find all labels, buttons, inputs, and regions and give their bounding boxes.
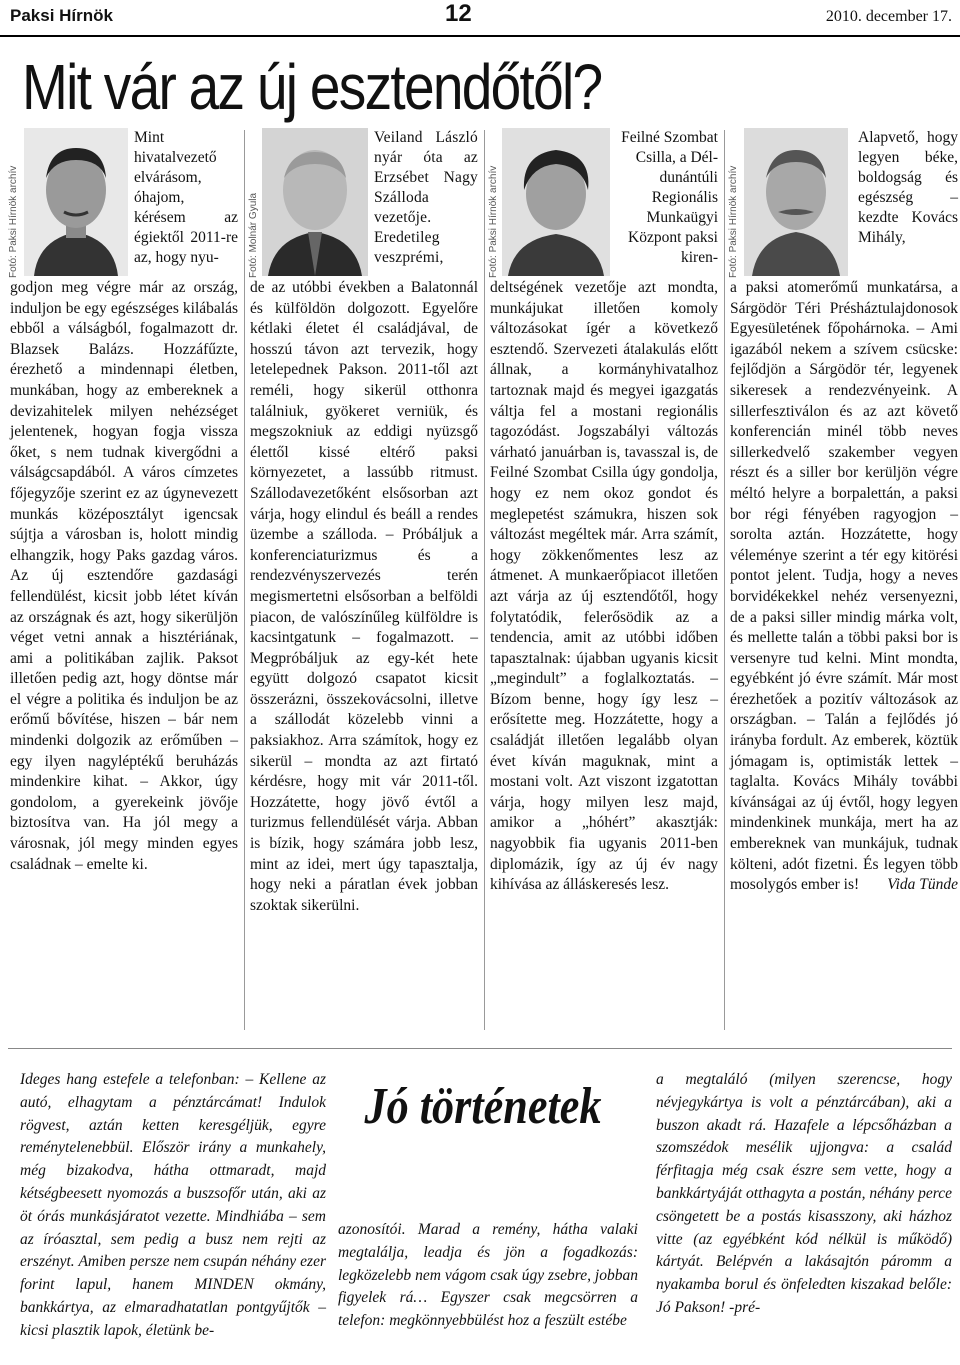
column-divider (724, 130, 725, 1030)
page-number: 12 (445, 0, 472, 27)
article-kovacs (730, 128, 958, 1028)
column-divider (484, 130, 485, 1030)
page-header (0, 0, 960, 36)
lead-text: Veiland László nyár óta az Erzsébet Nagy Szálloda vezetője. Eredetileg veszprémi, (374, 129, 478, 266)
issue-date: 2010. december 17. (825, 8, 952, 25)
article-veiland (250, 128, 478, 1028)
article-body: a paksi atomerőmű munkatársa, a Sárgödör Téri Présháztulajdonosok Egyesületének főpohárnoka. – Ami igazából nekem a szívem csücske: fejlődjön a Sárgödör tér, legyenek sikeresek a rendezvényeink. A sillerfesztiválon és az azt követő konferencián minél több neves sillerkedvelő szakember vegyen részt és a siller bor kerüljön végre méltó helyre a borpalettán, a paksi bor régi fényében ragyogjon – sorolta aztán. Hozzátette, hogy véleménye szerint a tér egy kitörési pontot jelent. Tudja, hogy a neves borvidékekkel nehéz versenyezni, de a paksi siller mindig márka volt, és mellette talán a többi paksi bor is versenyre tud kelni. Mint mondta, egyébként jó évre számít. Már most érezhetőek a pozitív változások az országban. – Talán a fejlődés jó irányba fordult. Az emberek, köztük jómagam is, optimisták lettek – taglalta. Kovács Mihály további kívánságai az új évtől, hogy legyen mindenkinek munkája, mert ha az embereknek van munkájuk, tudnak költeni, adót fizetni. És legyen több mosolygós ember is! Vida Tünde (730, 278, 958, 896)
author-signature: Vida Tünde (887, 876, 958, 894)
lead-text: Mint hivatalvezető elvárásom, óhajom, kérésem az égiektől 2011-re az, hogy nyu- (134, 129, 238, 266)
lead-text: Alapvető, hogy legyen béke, boldogság és egészség – kezdte Kovács Mihály, (858, 129, 958, 246)
story-column-3: a megtaláló (milyen szerencse, hogy névjegykártya is volt a pénztárcában), aki a buszon akadt rá. Hazafele a lépcsőházban a szomszédok mesélik ujjongva: a család férfitagja még csak észre sem vette, hogy a bankkártyáját otthagyta a postán, néhány perce csöngetett be a postás kisasszony, aki házhoz vitte (az egyébként kód nélkül is működő) kártyát. Belépvén a lakásajtón páromm a nyakamba borul és önfeledten kiszakad belőle: Jó Pakson! -pré- (656, 1071, 952, 1316)
story-column-1: Ideges hang estefele a telefonban: – Kellene az autó, elhagytam a pénztárcámat! Indulok rögvest, aztán ketten keresgéljük, egyre reménytelenebbül. Először irány a munkahely, még bizakodva, hátha ottmaradt, majd kétségbeesett nyomozás a buszsofőr után, aki az öt órás munkásjáratot vezette. Mindhiába – sem az íróasztal, sem pedig a busz nem rejti az erszényt. Amiben persze nem csupán néhány ezer forint lapul, hanem MINDEN okmány, bankkártya, az elmaradhatatlan pontgyűjtők – kicsi plasztik lapok, életünk be- (20, 1071, 326, 1339)
article-feilne (490, 128, 718, 1028)
portrait-photo (744, 128, 848, 276)
portrait-photo (24, 128, 128, 276)
photo-credit: Fotó: Paksi Hírnök archív (728, 165, 739, 278)
lead-text: Feilné Szombat Csilla, a Dél-dunántúli Regionális Munkaügyi Központ paksi kiren- (621, 129, 718, 266)
article-body: deltségének vezetője azt mondta, munkájukat illetően komoly változásokat ígér a következő esztendő. Szervezeti átalakulás előtt állnak, a kormányhivatalhoz tartoznak majd és megyei igazgatás váltja fel a mostani regionális tagozódást. Jogszabályi változás várható januárban is, tavasszal is, de Feilné Szombat Csilla úgy gondolja, hogy ez nem okoz gondot és meglepetést számukra, hiszen sok változást megéltek már. Arra számít, hogy zökkenőmentes lesz az átmenet. A munkaerőpiacot illetően azt várja az új esztendőtől, hogy folytatódik, felerősödik az a tendencia, amit az utóbbi időben tapasztalnak: újabban ugyanis kicsit „megindult” a foglalkoztatás. – Bízom benne, hogy így lesz – erősítette meg. Hozzátette, hogy a családját illetően legalább olyan évet kíván maguknak, mint a mostani volt. Azt viszont izgatottan várja, hogy milyen lesz majd, amikor a „hóhért” akasztják: nagyobbik fia ugyanis 2011-ben diplomázik, így az új év nagy kihívása az álláskeresés lesz. (490, 279, 718, 894)
column-divider (244, 130, 245, 1030)
header-rule (0, 35, 960, 37)
article-body: de az utóbbi években a Balatonnál és külföldön dolgozott. Egyelőre kétlaki életet él családjával, de hosszú távon azt tervezik, hogy letelepednek Pakson. 2011-től azt reméli, hogy sikerül otthonra találniuk, gyökeret verniük, és megszokniuk az eddigi nyüzsgő élettől kissé eltérő paksi környezetet, a lassúbb ritmust. Szállodavezetőként elsősorban azt várja, hogy elindul és beáll a rendes üzembe a szálloda. – Próbáljuk a konferenciaturizmus és a rendezvényszervezés terén megismertetni elsősorban a belföldi piacon, de valószínűleg külföldre is kacsintgatunk – fogalmazott. – Megpróbáljuk az egy-két hete együtt dolgozó csapatot kicsit összerázni, összekovácsolni, illetve a szállodát közelebb vinni a paksiakhoz. Arra számítok, hogy ez sikerül – mondta az azt firtató kérdésre, hogy mit vár 2011-től. Hozzátette, hogy jövő évtől a turizmus fellendülését várja. Abban is bízik, hogy számára jobb lesz, mint az idei, mert úgy tapasztalja, hogy neki a páratlan évek jobban szoktak sikerülni. (250, 279, 478, 914)
story-column-2: azonosítói. Marad a remény, hátha valaki megtalálja, leadja és jön a fogadkozás: legközelebb nem vágom csak úgy zsebre, jobban figyelek rá… Egyszer csak megcsörren a telefon: megkönnyebbülést hoz a feszült estébe (338, 1221, 638, 1330)
portrait-photo (262, 128, 368, 276)
newspaper-name: Paksi Hírnök (10, 6, 113, 25)
photo-credit: Fotó: Paksi Hírnök archív (8, 165, 19, 278)
headline: Mit vár az új esztendőtől? (22, 51, 602, 123)
photo-credit: Fotó: Molnár Gyula (248, 192, 259, 278)
photo-credit: Fotó: Paksi Hírnök archív (488, 165, 499, 278)
jo-tortenetek-box (8, 1048, 952, 1361)
box-title: Jó történetek (364, 1078, 602, 1135)
article-blazsek (10, 128, 238, 1028)
article-body: godjon meg végre már az ország, induljon be egy egészséges kilábalás ebből a válságból, fogalmazott dr. Blazsek Balázs. Hozzáfűzte, érezhető a mindennapi életben, munkában, hogy az embereknek a devizahitelek milyen nehézséget jelentenek, hogyan fogja vissza őket, s nem tudnak kivergődni a válságcsapdából. A város címzetes főjegyzője szerint ez az úgynevezett munkás középosztályt igencsak sújtja a városban is, holott mindig elhangzik, hogy Paks gazdag város. Az új esztendőre gazdasági fellendülést, kicsit jobb létet kíván az országnak és azt, hogy sikerüljön véget vetni annak a hisztériának, ami a politikában zajlik. Paksot illetően pedig azt, hogy döntse már el végre a politika és induljon be az erőmű bővítése, hiszen – bár nem mindenki dolgozik az erőműben – egy ilyen nagyléptékű beruházás mindenkire kihat. – Akkor, úgy gondolom, a gyerekeink jövője biztosítva van. Ha jól megy a városnak, jól megy minden egyes családnak – emelte ki. (10, 279, 238, 873)
portrait-photo (502, 128, 610, 276)
